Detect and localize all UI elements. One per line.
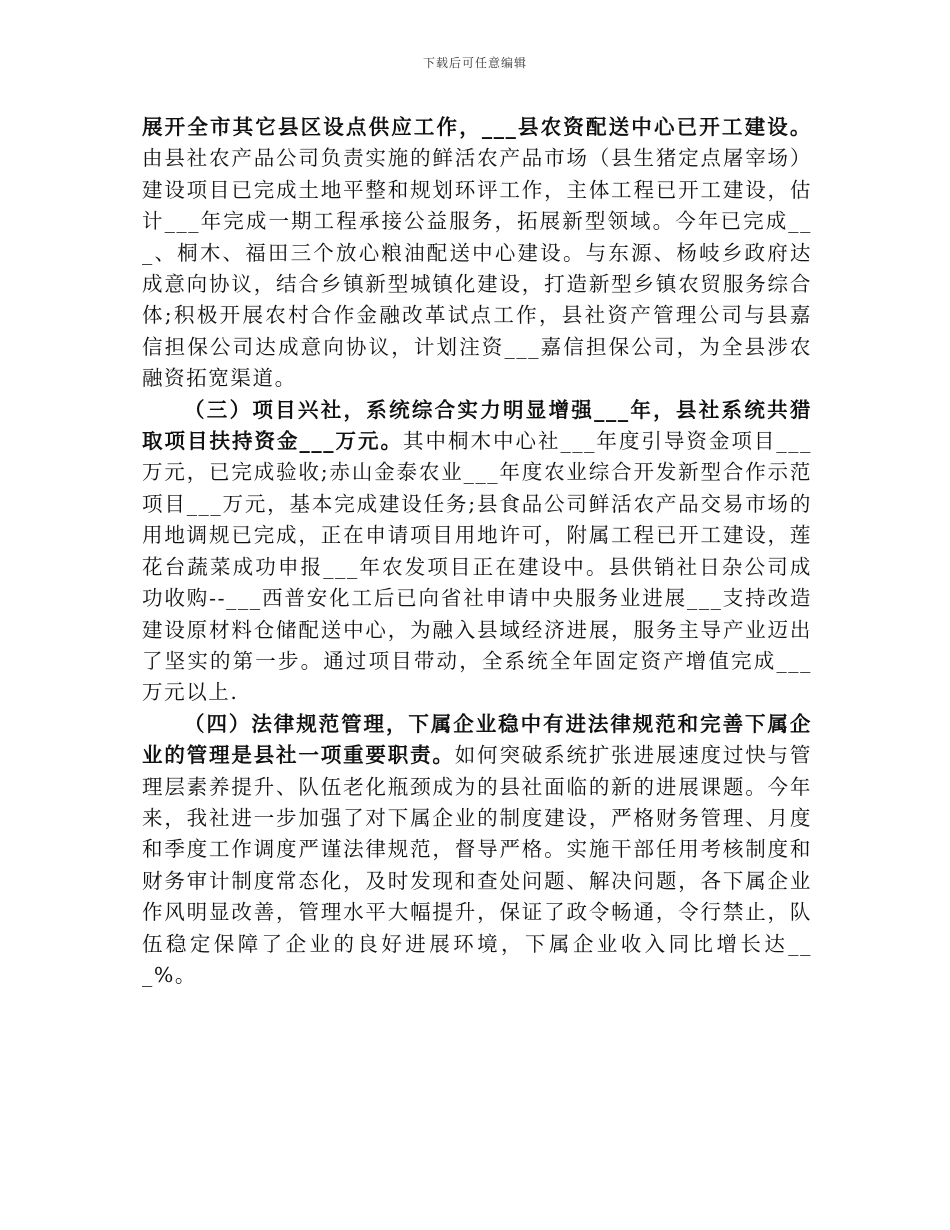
paragraph-project-supply bbox=[142, 112, 812, 395]
page-header-note: 下载后可任意编辑 bbox=[422, 56, 527, 70]
section-three-heading: （三）项目兴社，系统综合实力明显增强___年，县社系统共猎取项目扶持资金___万元。 bbox=[142, 397, 812, 454]
paragraph-section-four bbox=[142, 709, 812, 992]
paragraph-body-text: 由县社农产品公司负责实施的鲜活农产品市场（县生猪定点屠宰场）建设项目已完成土地平整和规划环评工作，主体工程已开工建设，估计___年完成一期工程承接公益服务，拓展新型领域。今年已完成___、桐木、福田三个放心粮油配送中心建设。与东源、杨岐乡政府达成意向协议，结合乡镇新型城镇化建设，打造新型乡镇农贸服务综合体;积极开展农村合作金融改革试点工作，县社资产管理公司与县嘉信担保公司达成意向协议，计划注资___嘉信担保公司，为全县涉农融资拓宽渠道。 bbox=[142, 146, 812, 391]
section-four-body: 如何突破系统扩张进展速度过快与管理层素养提升、队伍老化瓶颈成为的县社面临的新的进展课题。今年来，我社进一步加强了对下属企业的制度建设，严格财务管理、月度和季度工作调度严谨法律规范，督导严格。实施干部任用考核制度和财务审计制度常态化，及时发现和查处问题、解决问题，各下属企业作风明显改善，管理水平大幅提升，保证了政令畅通，令行禁止，队伍稳定保障了企业的良好进展环境，下属企业收入同比增长达___%。 bbox=[142, 743, 812, 987]
paragraph-section-three bbox=[142, 395, 812, 709]
paragraph-lead-bold: 展开全市其它县区设点供应工作，___县农资配送中心已开工建设。 bbox=[142, 115, 812, 139]
section-four-heading: （四）法律规范管理，下属企业稳中有进法律规范和完善下属企业的管理是县社一项重要职责。 bbox=[142, 711, 812, 768]
document-body bbox=[142, 112, 812, 991]
section-three-body: 其中桐木中心社___年度引导资金项目___万元，已完成验收;赤山金泰农业___年度农业综合开发新型合作示范项目___万元，基本完成建设任务;县食品公司鲜活农产品交易市场的用地调规已完成，正在申请项目用地许可，附属工程已开工建设，莲花台蔬菜成功申报___年农发项目正在建设中。县供销社日杂公司成功收购--___西普安化工后已向省社申请中央服务业进展___支持改造建设原材料仓储配送中心，为融入县域经济进展，服务主导产业迈出了坚实的第一步。通过项目带动，全系统全年固定资产增值完成___万元以上. bbox=[142, 429, 812, 705]
